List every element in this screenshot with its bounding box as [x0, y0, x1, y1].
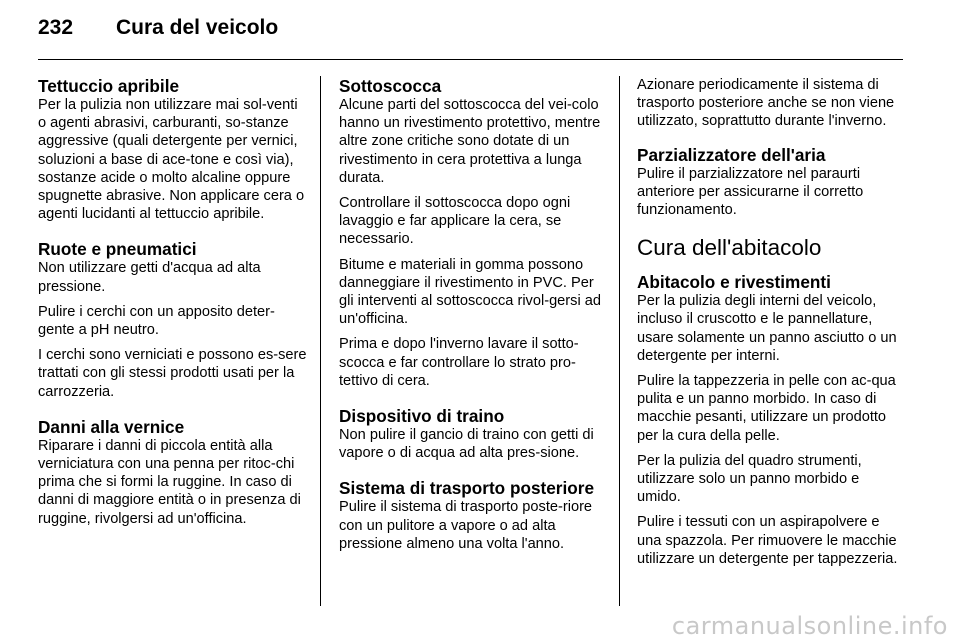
- section-dispositivo-traino: [339, 406, 607, 462]
- paragraph: Pulire il parzializzatore nel paraurti anteriore per assicurarne il corretto funzionamento.: [637, 165, 864, 219]
- column-divider-1: [320, 76, 321, 606]
- paragraph: Per la pulizia non utilizzare mai sol-venti o agenti abrasivi, carburanti, so-stanze aggressive (quali detergente per vernici, soluzioni a base di ace-tone e così via), sostanze acide o molto alcaline oppure spugnette abrasive. Non applicare cera o agenti lucidanti al tettuccio apribile.: [38, 97, 305, 223]
- section-parzializzatore: [637, 145, 905, 220]
- section-heading: Sistema di trasporto posteriore: [339, 478, 595, 499]
- paragraph: Non pulire il gancio di traino con getti di vapore o di acqua ad alta pres-sione.: [339, 427, 594, 462]
- paragraph: Pulire i cerchi con un apposito deter-gente a pH neutro.: [38, 303, 275, 339]
- paragraph: Prima e dopo l'inverno lavare il sotto-scocca e far controllare lo strato pro-tettivo di cera.: [339, 336, 579, 389]
- paragraph: Pulire la tappezzeria in pelle con ac-qua pulita e un panno morbido. In caso di macchie pesanti, utilizzare un prodotto per la cura della pelle.: [637, 373, 896, 444]
- paragraph: Bitume e materiali in gomma possono danneggiare il rivestimento in PVC. Per gli interventi al sottoscocca rivol-gersi ad un'officina.: [339, 256, 601, 328]
- paragraph: Per la pulizia del quadro strumenti, utilizzare solo un panno morbido e umido.: [637, 452, 862, 506]
- paragraph: Non utilizzare getti d'acqua ad alta pressione.: [38, 260, 261, 295]
- section-heading: Abitacolo e rivestimenti: [637, 272, 831, 293]
- column-3: [637, 76, 905, 584]
- paragraph: Azionare periodicamente il sistema di trasporto posteriore anche se non viene utilizzato, soprattutto durante l'inverno.: [637, 77, 895, 130]
- paragraph: Riparare i danni di piccola entità alla verniciatura con una penna per ritoc-chi prima che si formi la ruggine. In caso di danni di maggiore entità o in presenza di ruggine, rivolgersi ad un'officina.: [38, 437, 301, 527]
- section-heading: Danni alla vernice: [38, 416, 185, 437]
- column-divider-2: [619, 76, 620, 606]
- column-1: [38, 76, 308, 544]
- section-danni-vernice: [38, 417, 308, 528]
- section-continuation: [637, 76, 905, 131]
- section-sistema-trasporto: [339, 478, 607, 553]
- section-sottoscocca: [339, 76, 607, 390]
- paragraph: I cerchi sono verniciati e possono es-sere trattati con gli stessi prodotti usati per la carrozzeria.: [38, 347, 307, 400]
- section-tettuccio-apribile: [38, 76, 308, 223]
- section-heading: Sottoscocca: [339, 76, 442, 96]
- chapter-title: Cura del veicolo: [116, 16, 279, 39]
- paragraph: Per la pulizia degli interni del veicolo, incluso il cruscotto e le pannellature, usare solamente un panno asciutto o un detergente per interni.: [637, 293, 897, 364]
- header-rule: [38, 59, 903, 60]
- paragraph: Controllare il sottoscocca dopo ogni lavaggio e far applicare la cera, se necessario.: [339, 195, 571, 248]
- paragraph: Alcune parti del sottoscocca del vei-colo hanno un rivestimento protettivo, mentre altre zone critiche sono dotate di un rivestimento in cera protettiva a lunga durata.: [339, 97, 601, 186]
- section-heading: Parzializzatore dell'aria: [637, 144, 826, 165]
- chapter-heading: Cura dell'abitacolo: [637, 235, 822, 261]
- paragraph: Pulire il sistema di trasporto poste-riore con un pulitore a vapore o ad alta pressione almeno una volta l'anno.: [339, 499, 593, 552]
- watermark: carmanualsonline.info: [671, 612, 948, 640]
- section-heading: Ruote e pneumatici: [38, 239, 197, 260]
- section-ruote-pneumatici: [38, 239, 308, 400]
- page-header: [38, 16, 278, 48]
- section-heading: Tettuccio apribile: [38, 76, 180, 96]
- column-2: [339, 76, 607, 569]
- section-heading: Dispositivo di traino: [339, 406, 505, 427]
- section-abitacolo: [637, 272, 905, 568]
- page-number: 232: [38, 16, 74, 39]
- paragraph: Pulire i tessuti con un aspirapolvere e una spazzola. Per rimuovere le macchie utilizzare un detergente per tappezzeria.: [637, 514, 898, 567]
